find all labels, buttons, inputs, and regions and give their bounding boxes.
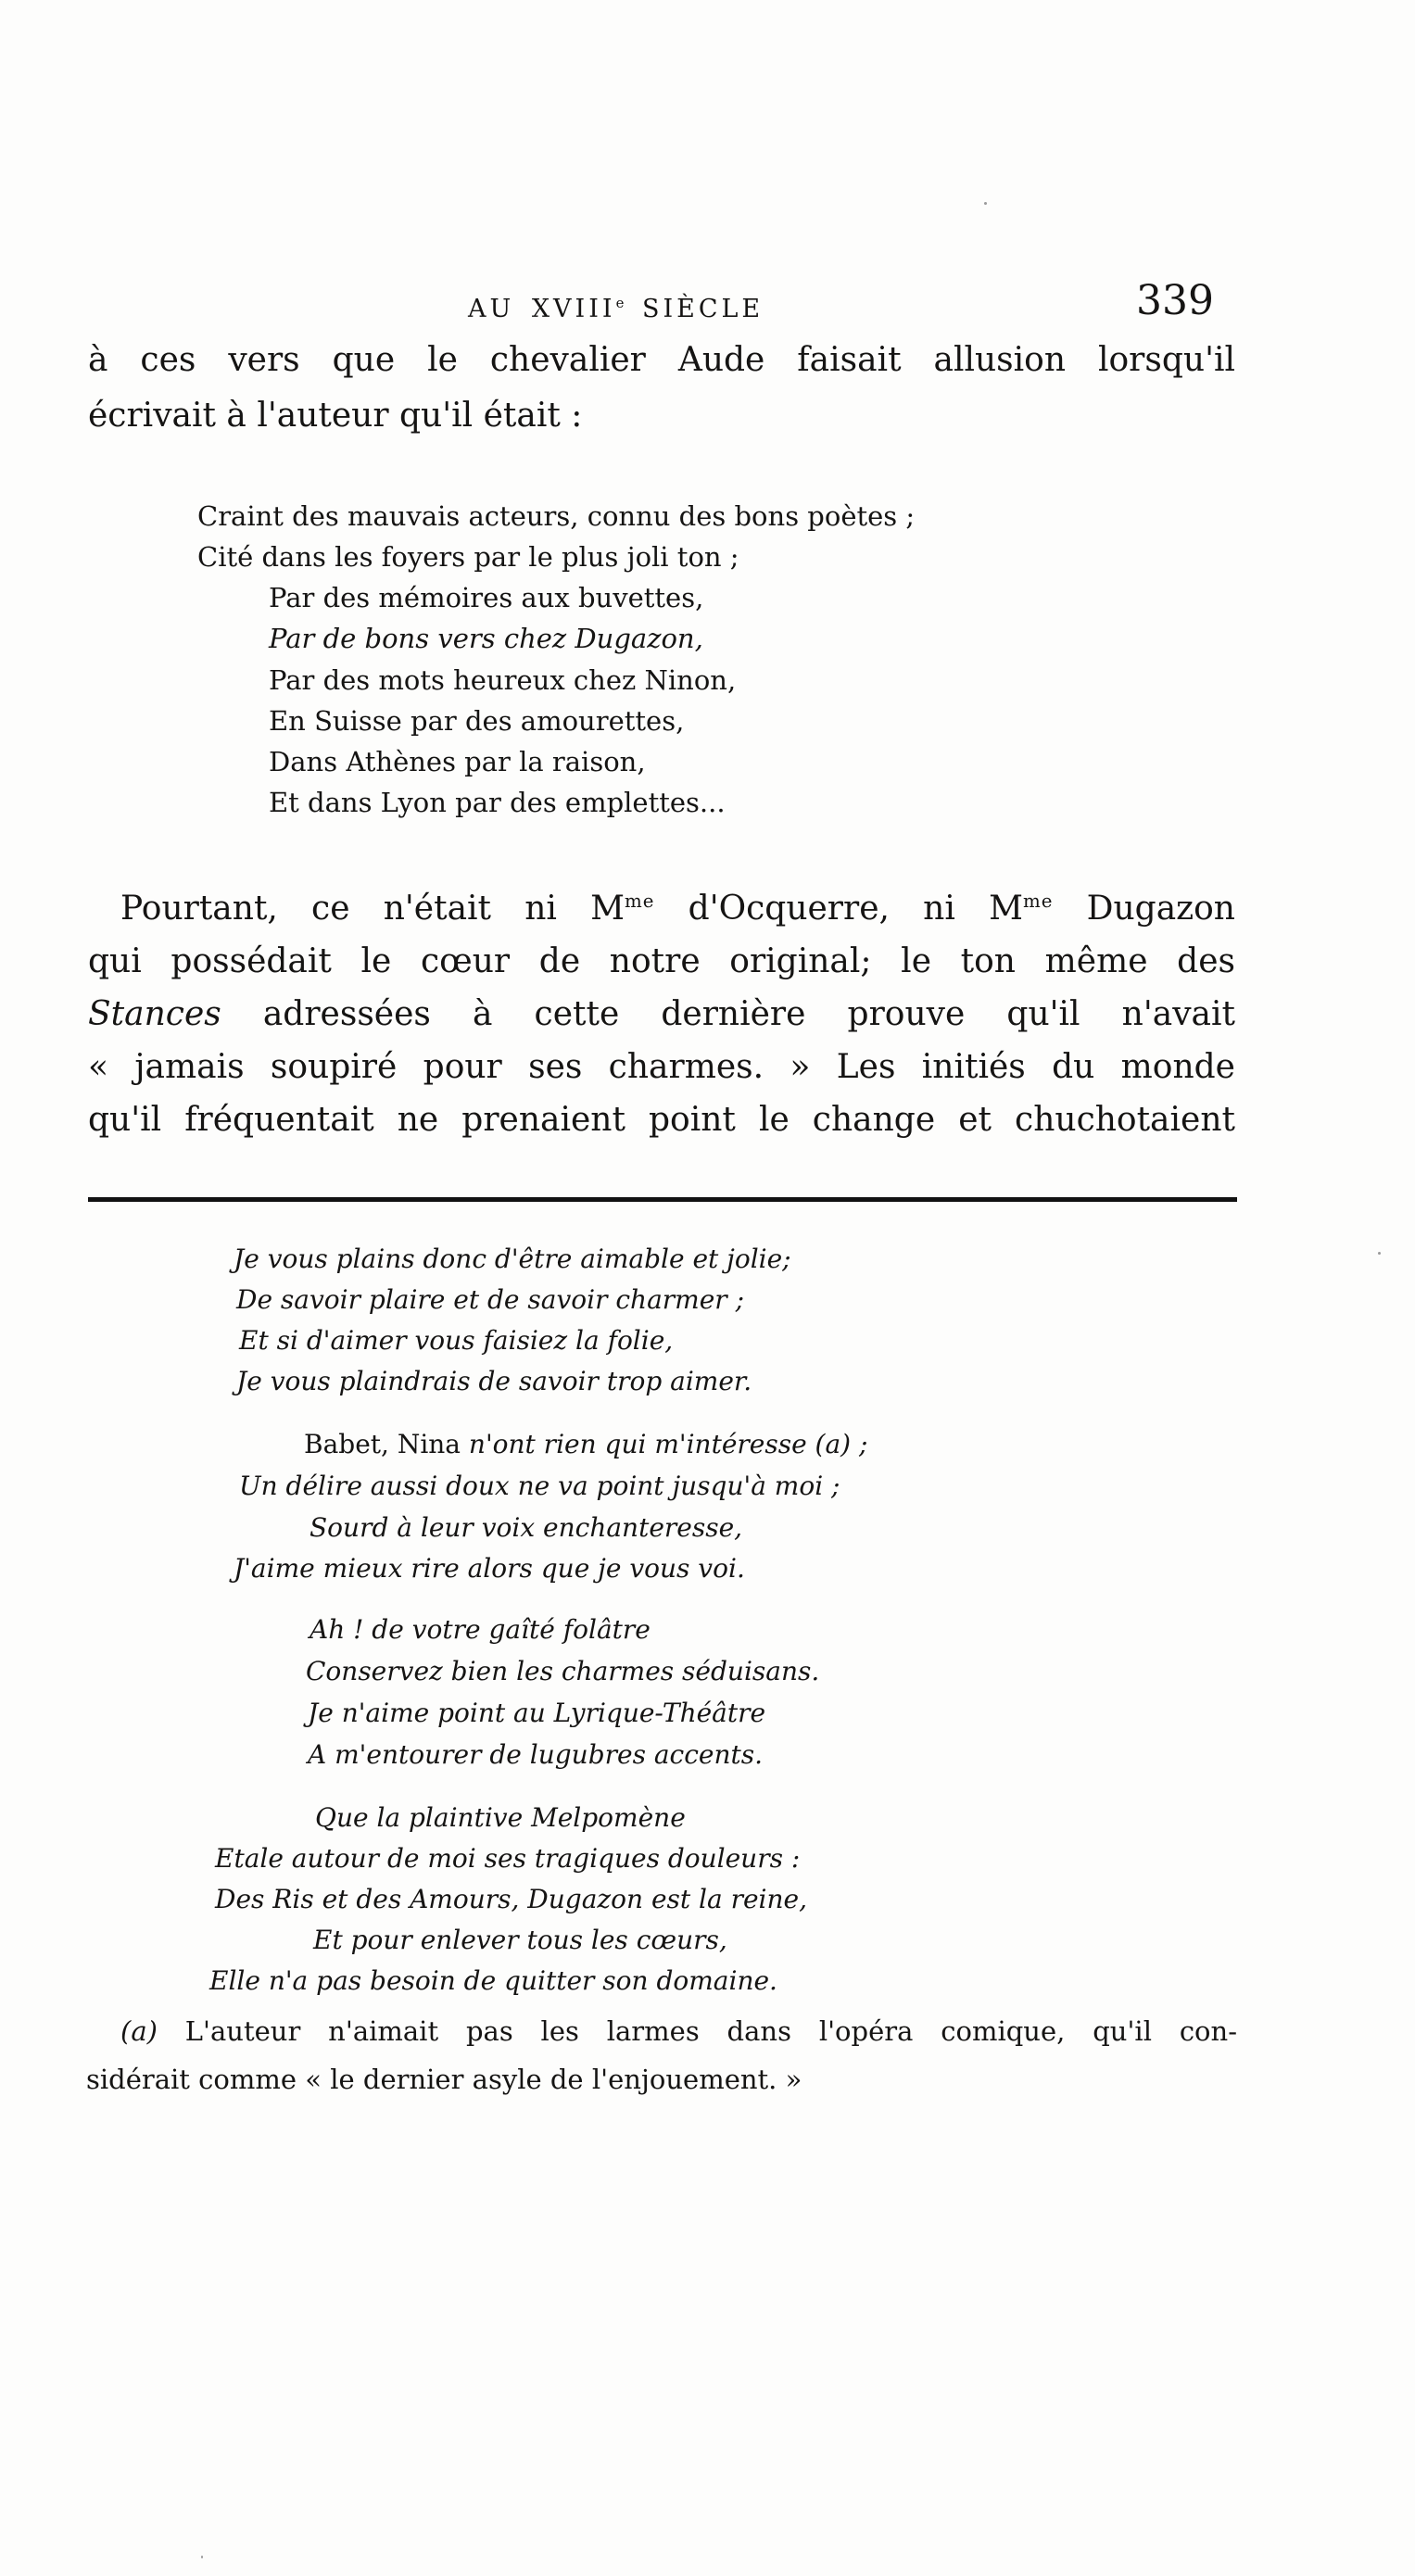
scan-speck <box>1378 1252 1381 1255</box>
paragraph2-line3 <box>88 995 1235 1033</box>
paragraph2-line2: qui possédait le cœur de notre original; le ton même des <box>88 942 1235 980</box>
verse-line: Craint des mauvais acteurs, connu des bons poètes ; <box>197 500 916 532</box>
stanza3-line: Conservez bien les charmes séduisans. <box>306 1656 820 1686</box>
stanza1-line: Je vous plaindrais de savoir trop aimer. <box>236 1366 752 1396</box>
header-title-text-2: SIÈCLE <box>625 295 764 323</box>
stanza3-line: Ah ! de votre gaîté folâtre <box>310 1614 651 1645</box>
page-number: 339 <box>1136 277 1214 324</box>
stanza2-line: J'aime mieux rire alors que je vous voi. <box>234 1553 745 1584</box>
verse-line: En Suisse par des amourettes, <box>269 705 685 737</box>
paragraph2-line1-text: Pourtant, ce n'était ni M <box>120 890 625 928</box>
running-header-title <box>468 295 764 323</box>
footnote-separator-rule <box>88 1197 1237 1202</box>
stanza2-line1-text: n'ont rien qui m'intéresse (a) ; <box>468 1429 868 1459</box>
scan-speck <box>201 2556 203 2558</box>
stanza3-line: Je n'aime point au Lyrique-Théâtre <box>308 1698 766 1728</box>
paragraph2-line3-text: adressées à cette dernière prouve qu'il n'avait <box>221 995 1235 1033</box>
verse-line: Par des mémoires aux buvettes, <box>269 582 704 613</box>
header-title-ordinal: e <box>615 295 625 311</box>
stanza2-line: Un délire aussi doux ne va point jusqu'à moi ; <box>239 1471 840 1501</box>
footnote-line2: sidérait comme « le dernier asyle de l'enjouement. » <box>86 2064 802 2095</box>
stanza4-line: Et pour enlever tous les cœurs, <box>313 1925 727 1955</box>
paragraph2-line5: qu'il fréquentait ne prenaient point le change et chuchotaient <box>88 1101 1235 1139</box>
stanza2-roman-names: Babet, Nina <box>304 1429 469 1459</box>
stanza4-line: Etale autour de moi ses tragiques douleurs : <box>215 1843 801 1874</box>
stanza1-line: Et si d'aimer vous faisiez la folie, <box>239 1325 674 1356</box>
madame-superscript: me <box>1022 890 1054 912</box>
madame-superscript: me <box>624 890 655 912</box>
verse-line: Cité dans les foyers par le plus joli ton ; <box>197 541 739 573</box>
stanza4-line: Que la plaintive Melpomène <box>315 1802 686 1833</box>
verse-line: Par des mots heureux chez Ninon, <box>269 664 737 696</box>
stances-italic-word: Stances <box>88 995 221 1033</box>
stanza4-line: Des Ris et des Amours, Dugazon est la reine, <box>215 1884 807 1914</box>
paragraph2-line4: « jamais soupiré pour ses charmes. » Les initiés du monde <box>88 1048 1235 1086</box>
footnote-marker: (a) <box>120 2015 158 2047</box>
paragraph1-line1: à ces vers que le chevalier Aude faisait allusion lorsqu'il <box>88 341 1235 379</box>
header-title-text: AU XVIII <box>468 295 616 323</box>
stanza1-line: De savoir plaire et de savoir charmer ; <box>236 1284 745 1315</box>
paragraph1-line2: écrivait à l'auteur qu'il était : <box>88 397 583 435</box>
footnote-line1 <box>120 2016 1237 2047</box>
footnote-line1-text: L'auteur n'aimait pas les larmes dans l'opéra comique, qu'il con- <box>157 2015 1237 2047</box>
paragraph2-line1-text-3: Dugazon <box>1053 890 1235 928</box>
scan-speck <box>984 202 987 205</box>
paragraph2-line1-text-2: d'Ocquerre, ni M <box>654 890 1023 928</box>
verse-line: Et dans Lyon par des emplettes... <box>269 787 726 818</box>
verse-line-italic: Par de bons vers chez Dugazon, <box>269 623 703 654</box>
stanza3-line: A m'entourer de lugubres accents. <box>308 1739 764 1770</box>
stanza1-line: Je vous plains donc d'être aimable et jolie; <box>234 1244 791 1274</box>
verse-line: Dans Athènes par la raison, <box>269 746 646 777</box>
stanza4-line: Elle n'a pas besoin de quitter son domaine. <box>209 1965 777 1996</box>
stanza2-line1 <box>304 1430 867 1459</box>
paragraph2-line1 <box>120 890 1235 928</box>
stanza2-line: Sourd à leur voix enchanteresse, <box>310 1512 743 1543</box>
